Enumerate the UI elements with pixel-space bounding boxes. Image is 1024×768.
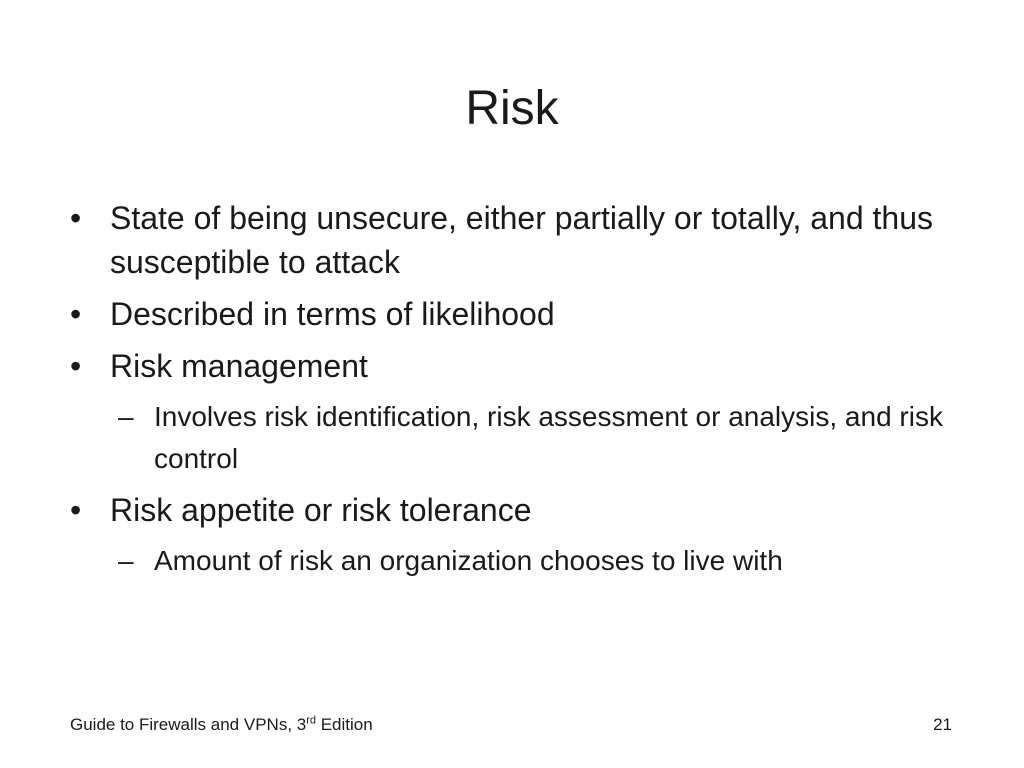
bullet-text: Described in terms of likelihood xyxy=(110,296,555,332)
footer-ordinal-suffix: rd xyxy=(306,714,316,727)
bullet-item xyxy=(70,196,960,284)
sub-bullet-item xyxy=(118,540,960,582)
bullet-text: Risk appetite or risk tolerance xyxy=(110,492,532,528)
sub-bullet-item xyxy=(118,396,960,480)
bullet-text: Risk management xyxy=(110,348,368,384)
footer-edition-text: Edition xyxy=(316,715,373,734)
bullet-text: State of being unsecure, either partially or totally, and thus susceptible to attack xyxy=(110,200,933,280)
footer-title-text: Guide to Firewalls and VPNs, 3 xyxy=(70,715,307,734)
sub-bullet-text: Amount of risk an organization chooses to live with xyxy=(154,545,783,576)
sub-bullet-marker: – xyxy=(118,401,134,432)
slide-title: Risk xyxy=(465,82,559,135)
sub-bullet-marker: – xyxy=(118,545,134,576)
bullet-item xyxy=(70,344,960,388)
sub-bullet-text: Involves risk identification, risk assessment or analysis, and risk control xyxy=(154,401,943,474)
page-number: 21 xyxy=(933,715,952,734)
bullet-item xyxy=(70,488,960,532)
bullet-marker: • xyxy=(70,200,82,236)
bullet-marker: • xyxy=(70,348,82,384)
bullet-marker: • xyxy=(70,492,82,528)
bullet-item xyxy=(70,292,960,336)
bullet-list xyxy=(70,196,960,590)
bullet-marker: • xyxy=(70,296,82,332)
footer-book-title xyxy=(70,714,373,736)
